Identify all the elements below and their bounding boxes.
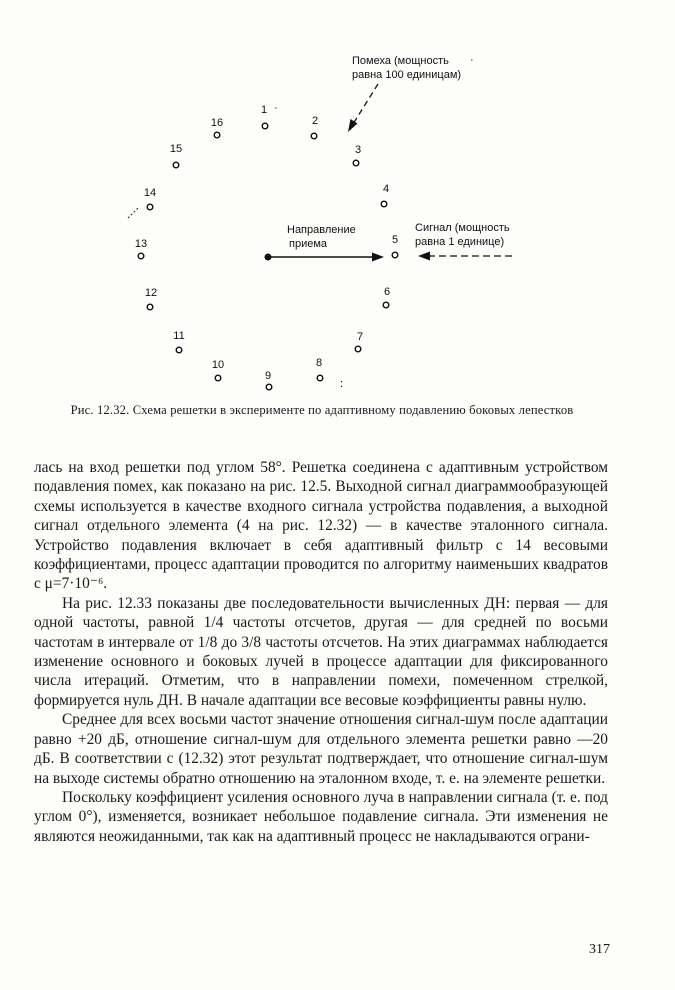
array-element-label-1: 1 — [260, 104, 268, 116]
array-element-11 — [176, 347, 182, 353]
stray-mark-14 — [128, 208, 138, 218]
array-element-label-14: 14 — [143, 187, 157, 199]
array-element-label-6: 6 — [383, 286, 391, 298]
array-element-label-16: 16 — [210, 117, 224, 129]
array-element-15 — [173, 162, 179, 168]
figure-caption: Рис. 12.32. Схема решетки в эксперименте по адаптивному подавлению боковых лепестков — [70, 403, 574, 417]
direction-label-line2: приема — [289, 238, 328, 250]
signal-label-line1: Сигнал (мощность — [415, 222, 510, 234]
array-element-label-9: 9 — [264, 370, 272, 382]
array-element-4 — [381, 201, 387, 207]
array-element-label-10: 10 — [211, 359, 225, 371]
array-element-label-13: 13 — [134, 238, 148, 250]
array-element-9 — [266, 384, 272, 390]
stray-mark-1: · — [274, 102, 278, 114]
paragraph-1: лась на вход решетки под углом 58°. Решетка соединена с адаптивным устройством подавления помех, как показано на рис. 12.5. Выходной сигнал диаграммообразующей схемы используется в качестве входного сигнала устройства подавления, а выходной сигнал отдельного элемента (4 на рис. 12.32) — в качестве эталонного сигнала. Устройство подавления включает в себя адаптивный фильтр с 14 весовыми коэффициентами, процесс адаптации проводится по алгоритму наименьших квадратов с μ=7·10⁻⁶. — [34, 459, 608, 593]
paragraph-4: Поскольку коэффициент усиления основного луча в направлении сигнала (т. е. под углом 0°), изменяется, возникает небольшое подавление сигнала. Эти изменения не являются неожиданными, так как на адаптивный процесс не накладываются ограни- — [34, 788, 608, 845]
array-element-label-7: 7 — [356, 331, 364, 343]
array-diagram-figure — [0, 0, 675, 400]
array-element-16 — [214, 132, 220, 138]
array-element-label-5: 5 — [391, 234, 399, 246]
array-element-14 — [147, 204, 153, 210]
paragraph-2: На рис. 12.33 показаны две последовательности вычисленных ДН: первая — для одной частоты, равной 1/4 частоты отсчетов, другая — для средней по восьми частотам в интервале от 1/8 до 3/8 частоты отсчетов. На этих диаграммах наблюдается изменение основного и боковых лучей в процессе адаптации для фиксированного числа итераций. Отметим, что в направлении помехи, помеченном стрелкой, формируется нуль ДН. В начале адаптации все весовые коэффициенты равны нулю. — [34, 594, 608, 709]
paragraph-3: Среднее для всех восьми частот значение отношения сигнал-шум после адаптации равно +20 дБ, отношение сигнал-шум для отдельного элемента решетки равно —20 дБ. В соответствии с (12.32) этот результат подтверждает, что отношение сигнал-шум на выходе системы обратно отношению на эталонном входе, т. е. на элементе решетки. — [34, 711, 608, 787]
interference-label-line1: Помеха (мощность — [352, 55, 449, 67]
reception-arrowhead — [372, 253, 384, 262]
array-element-8 — [317, 375, 323, 381]
direction-label-line1: Направление — [287, 224, 356, 236]
array-element-5 — [392, 252, 398, 258]
array-element-label-4: 4 — [382, 183, 390, 195]
array-element-label-3: 3 — [354, 144, 362, 156]
array-element-7 — [355, 346, 361, 352]
page-number: 317 — [589, 942, 610, 957]
array-element-label-2: 2 — [311, 115, 319, 127]
array-element-10 — [215, 375, 221, 381]
array-element-1 — [262, 123, 268, 129]
array-element-2 — [311, 133, 317, 139]
array-element-12 — [147, 304, 153, 310]
array-element-label-8: 8 — [315, 357, 323, 369]
array-element-label-11: 11 — [173, 330, 185, 342]
array-element-label-12: 12 — [144, 287, 158, 299]
array-elements — [135, 104, 398, 390]
body-text — [34, 458, 608, 846]
interference-label-line2: равна 100 единицам) — [352, 69, 462, 81]
signal-arrowhead — [418, 252, 430, 261]
stray-mark-8: : — [340, 378, 344, 390]
array-element-6 — [383, 302, 389, 308]
signal-label-line2: равна 1 единице) — [415, 236, 505, 248]
array-element-3 — [353, 160, 359, 166]
array-element-label-15: 15 — [169, 143, 183, 155]
interference-dashed-arrow — [353, 84, 378, 124]
interference-arrowhead — [348, 119, 358, 132]
array-element-13 — [138, 253, 144, 259]
interference-label-dot: · — [470, 54, 474, 66]
